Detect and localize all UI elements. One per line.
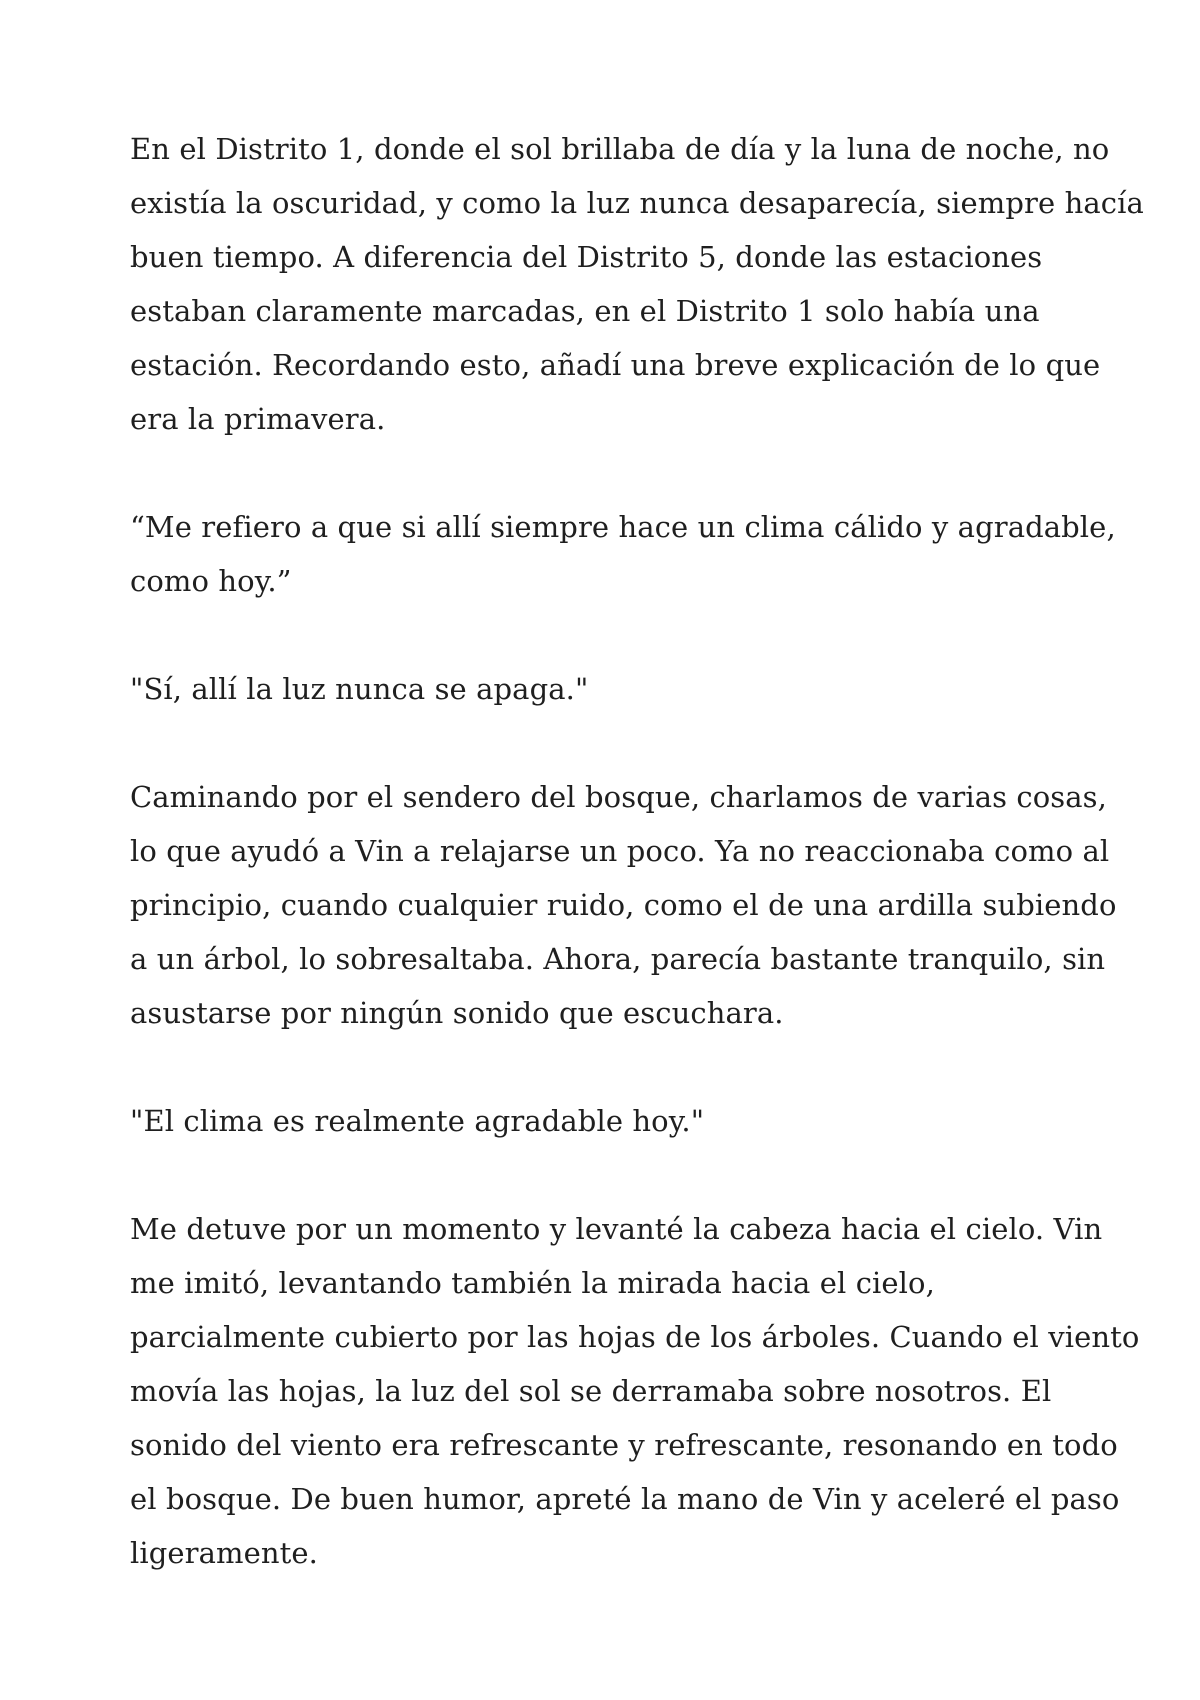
paragraph	[130, 122, 1144, 446]
text-line: "El clima es realmente agradable hoy."	[130, 1104, 705, 1138]
text-line: estaban claramente marcadas, en el Distrito 1 solo había una	[130, 294, 1040, 328]
text-line: “Me refiero a que si allí siempre hace un clima cálido y agradable,	[130, 510, 1116, 544]
text-line: principio, cuando cualquier ruido, como el de una ardilla subiendo	[130, 888, 1117, 922]
text-line: me imitó, levantando también la mirada hacia el cielo,	[130, 1266, 935, 1300]
text-line: asustarse por ningún sonido que escuchara.	[130, 996, 784, 1030]
text-line: estación. Recordando esto, añadí una breve explicación de lo que	[130, 348, 1101, 382]
text-line: a un árbol, lo sobresaltaba. Ahora, parecía bastante tranquilo, sin	[130, 942, 1106, 976]
text-line: el bosque. De buen humor, apreté la mano de Vin y aceleré el paso	[130, 1482, 1120, 1516]
text-line: como hoy.”	[130, 564, 292, 598]
text-line: lo que ayudó a Vin a relajarse un poco. Ya no reaccionaba como al	[130, 834, 1110, 868]
paragraph	[130, 1094, 1090, 1148]
text-line: En el Distrito 1, donde el sol brillaba de día y la luna de noche, no	[130, 132, 1110, 166]
text-line: Caminando por el sendero del bosque, charlamos de varias cosas,	[130, 780, 1107, 814]
paragraph	[130, 1202, 1140, 1580]
paragraph	[130, 500, 1116, 608]
text-line: ligeramente.	[130, 1536, 319, 1570]
text-line: "Sí, allí la luz nunca se apaga."	[130, 672, 589, 706]
paragraph	[130, 662, 1090, 716]
text-line: existía la oscuridad, y como la luz nunca desaparecía, siempre hacía	[130, 186, 1144, 220]
paragraph	[130, 770, 1117, 1040]
text-line: buen tiempo. A diferencia del Distrito 5, donde las estaciones	[130, 240, 1043, 274]
document-page	[130, 122, 1144, 1580]
text-line: era la primavera.	[130, 402, 386, 436]
text-line: movía las hojas, la luz del sol se derramaba sobre nosotros. El	[130, 1374, 1052, 1408]
text-line: parcialmente cubierto por las hojas de los árboles. Cuando el viento	[130, 1320, 1140, 1354]
text-line: sonido del viento era refrescante y refrescante, resonando en todo	[130, 1428, 1118, 1462]
text-line: Me detuve por un momento y levanté la cabeza hacia el cielo. Vin	[130, 1212, 1103, 1246]
